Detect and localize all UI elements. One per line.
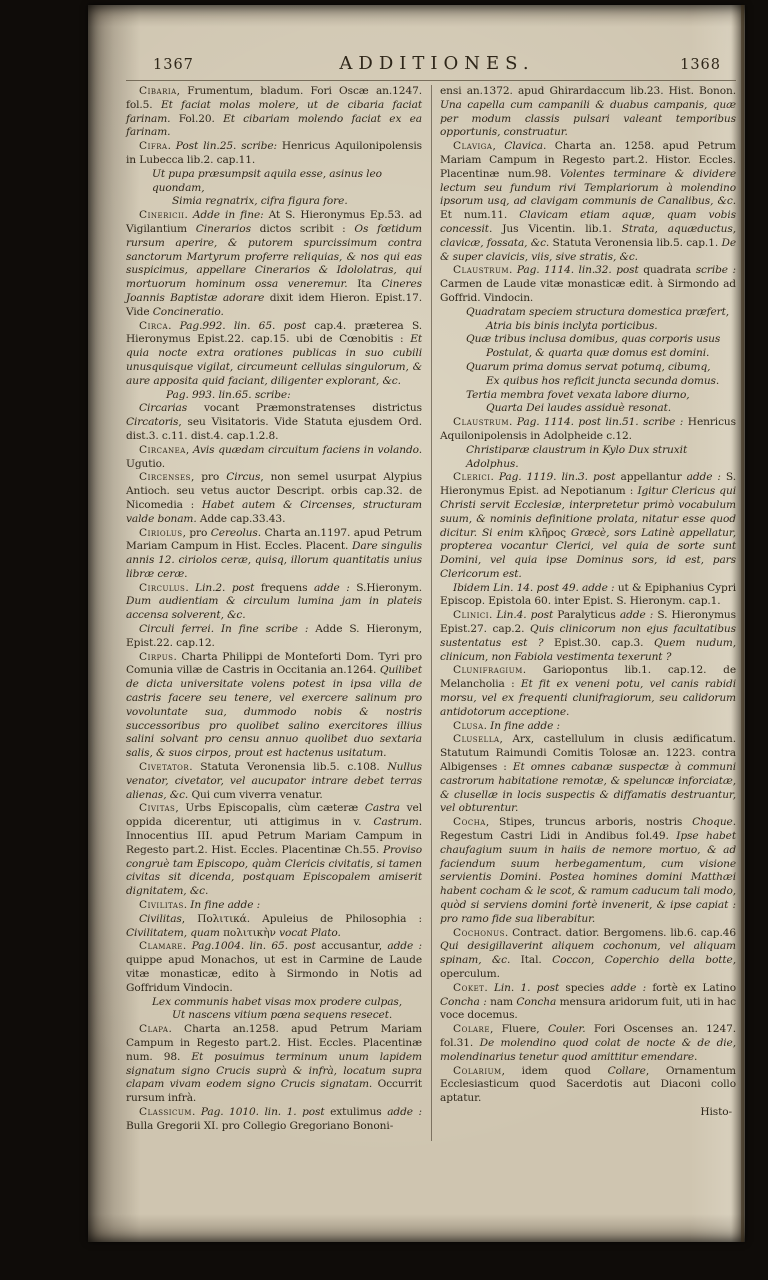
text-segment: vocant Præmonstratenses districtus [187, 402, 422, 415]
text-segment: , [185, 443, 193, 456]
text-segment: Atria bis binis inclyta porticibus. [486, 319, 658, 332]
text-segment: Lex communis habet visas mox prodere culpas, [152, 995, 403, 1008]
entry-paragraph [126, 899, 422, 913]
text-segment: Una capella cum campanili & duabus campanis, quæ per modum classis pulsari valeant temporibus opportunis, construatur. [440, 98, 736, 139]
text-segment: At S. Hieronymus Ep.53. ad Vigilantium [126, 209, 422, 235]
text-segment: . [191, 1105, 201, 1118]
text-segment: Paralyticus [553, 609, 620, 622]
text-segment: , Frumentum, bladum. Fori Oscæ an.1247. fol.5. [126, 85, 422, 111]
text-segment: Dum audientiam & circulum lumina jam in plateis accensa solverent, &c. [126, 595, 422, 622]
text-segment: Quilibet de dicta universitate volens potest in ipsa villa de castris facere seu tenere, vel exercere salinum pro vovoluntate sua, dummodo nobis & nostris successoribus pro quolibet salino exercitores illius salini solvant pro censu annuo quolibet duo sextaria salis, & suos cirpos, prout est hactenus usitatum. [126, 664, 422, 760]
entry-paragraph [440, 720, 736, 734]
text-segment: Volentes terminare & dividere lectum seu fundum rivi Templariorum à molendino ipsorum usq, ad clavigam communis de Canalibus, &c. [440, 167, 736, 208]
entry-headword: Clamare [139, 940, 183, 953]
entry-paragraph [126, 320, 422, 389]
page-title: ADDITIONES. [339, 53, 535, 74]
text-segment: fortè ex Latino [646, 981, 736, 994]
text-segment: Et fit ex veneni potu, vel canis rabidi morsu, vel ex frequenti clunifragiorum, seu calidorum antidotorum acceptione. [440, 678, 736, 718]
text-segment: Circuli ferrei. In fine scribe : [139, 623, 309, 636]
text-segment: dictos scribit : [250, 222, 355, 235]
entry-paragraph [126, 940, 422, 995]
entry-headword: Colare [453, 1023, 490, 1036]
text-segment: Adde in fine: [192, 209, 264, 222]
text-segment: . Charta Philippi de Monteforti Dom. Tyri pro Comunia villæ de Castris in Occitania an.1264. [126, 650, 422, 677]
text-segment: Cinerarios [195, 222, 251, 235]
text-segment: , Stipes, truncus arboris, nostris [485, 816, 693, 829]
entry-headword: Claustrum [453, 264, 510, 277]
text-segment: , Ornamentum Ecclesiasticum quod Sacerdotis aut Diaconi collo aptatur. [440, 1064, 736, 1105]
entry-headword: Circa [139, 319, 169, 332]
text-segment: Quæ tribus inclusa domibus, quas corporis usus [466, 333, 721, 346]
text-segment: . Statuta Veronensia lib.5. c.108. [189, 761, 388, 774]
text-segment: Qui cum viverra venatur. [188, 788, 323, 801]
entry-headword: Cifra [139, 140, 168, 153]
text-segment: Pag. 1010. lin. 1. post [200, 1105, 325, 1118]
text-segment: operculum. [440, 968, 500, 980]
text-segment: Habet autem & Circenses, structuram valde bonam. [126, 498, 422, 525]
text-segment: Castrum. [373, 816, 422, 829]
text-segment: Pag. 993. lin.65. scribe: [166, 388, 291, 401]
text-segment: S. Hieronymus Epist.27. cap.2. [440, 609, 736, 636]
text-segment: Avis quædam circuitum faciens in volando. [192, 443, 422, 456]
text-segment: Regestum Castri Lidi in Andibus fol.49. [440, 830, 677, 843]
entry-headword: Circulus [139, 581, 186, 594]
text-segment: De & super clavicis, viis, sive stratis, &c. [440, 236, 737, 263]
verse-line [440, 320, 736, 334]
text-segment: Innocentius III. apud Petrum Mariam Campum in Regesto part.2. Hist. Eccles. Placentinæ Ch.55. [126, 830, 422, 856]
text-segment: Qui desigillaverint aliquem cochonum, vel aliquam spinam, &c. [440, 940, 736, 967]
entry-paragraph [126, 209, 422, 319]
text-segment: dixit idem Hieron. Epist.17. Vide [126, 291, 422, 318]
entry-paragraph [126, 444, 422, 472]
text-segment: frequens [254, 581, 314, 594]
entry-paragraph [126, 913, 422, 941]
text-segment: . [183, 899, 191, 912]
entry-paragraph [440, 664, 736, 719]
text-segment: Et faciat molas molere, ut de cibaria faciat farinam. [126, 98, 422, 125]
text-columns [126, 85, 736, 1141]
entry-headword: Clapa [139, 1023, 169, 1036]
text-segment: cap.4. præterea S. Hieronymus Epist.22. cap.15. ubi de Cœnobitis : [126, 319, 422, 346]
text-segment: , Fluere, [489, 1023, 548, 1036]
entry-headword: Cibaria [139, 85, 177, 97]
entry-paragraph [440, 1023, 736, 1064]
text-segment: . [182, 940, 192, 953]
text-segment: Ut pupa præsumpsit aquila esse, asinus leo quondam, [152, 167, 382, 194]
entry-headword: Ciriolus [139, 526, 183, 539]
text-segment: Circus [226, 471, 261, 484]
text-segment: quippe apud Monachos, ut est in Carmine de Laude vitæ monasticæ, edito à Sirmondo in Notis ad Goffridum Vindocin. [126, 954, 422, 994]
text-segment: adde : [387, 1105, 422, 1118]
entry-headword: Clusella [453, 733, 500, 746]
text-segment: Concha [516, 995, 557, 1008]
text-segment: . [509, 416, 517, 429]
text-segment: Proviso congruè tam Episcopo, quàm Clericis civitatis, si tamen civitas sit dicenda, postquam Episcopalem amiserit dignitatem, &c. [126, 843, 422, 898]
text-segment: Strata, aquæductus, clavicæ, fossata, &c. [440, 222, 736, 249]
text-segment: ut & Epiphanius Cypri Episcop. Epistola 60. inter Epist. S. Hieronym. cap.1. [440, 581, 736, 608]
verse-line [440, 306, 736, 320]
verse-line [126, 996, 422, 1010]
text-segment: Ita [347, 278, 382, 291]
text-segment: Occurrit rursum infrà. [126, 1078, 422, 1105]
text-segment: Carmen de Laude vitæ monasticæ edit. à Sirmondo ad Goffrid. Vindocin. [440, 278, 736, 304]
entry-paragraph [126, 582, 422, 623]
entry-headword: Classicum [139, 1105, 192, 1118]
verse-line [126, 168, 422, 196]
text-segment: Circarias [139, 402, 188, 415]
verse-line [440, 333, 736, 347]
verse-line [440, 444, 736, 472]
text-segment: Lin.4. post [496, 609, 554, 622]
entry-paragraph [440, 582, 736, 610]
entry-paragraph [126, 85, 422, 140]
entry-headword: Clunifragium [453, 664, 523, 677]
text-segment: . [509, 264, 517, 277]
text-segment: Pag.1004. lin. 65. post [191, 940, 316, 953]
entry-paragraph [440, 264, 736, 305]
column-right [440, 85, 736, 1141]
text-segment: Civilitatem, quam [126, 926, 220, 939]
text-segment: Lin.2. post [195, 581, 255, 594]
text-segment: Bulla Gregorii XI. pro Collegio Gregoriano Bononi- [126, 1119, 394, 1132]
text-segment: adde : [313, 581, 350, 594]
verse-line [440, 347, 736, 361]
entry-paragraph [440, 982, 736, 1023]
text-segment: Pag.992. lin. 65. post [179, 319, 306, 332]
text-segment: , idem quod [501, 1064, 608, 1077]
entry-paragraph [440, 1065, 736, 1106]
text-segment: , Urbs Episcopalis, cùm cæteræ [175, 802, 365, 815]
text-segment: . Gariopontus lib.1. cap.12. de Melancholia : [440, 664, 736, 691]
entry-paragraph [126, 623, 422, 651]
text-segment: species [559, 981, 611, 994]
text-segment: In fine adde : [190, 899, 261, 912]
text-segment: Nullus venator, civetator, vel aucupator intrare debet terras alienas, &c. [126, 761, 422, 801]
entry-paragraph [440, 609, 736, 664]
text-segment: Histo- [700, 1105, 732, 1118]
text-segment: Quarum prima domus servat potumq, cibumq, [466, 360, 711, 373]
text-segment: Charta an. 1258. apud Petrum Mariam Campum in Regesto part.2. Histor. Eccles. Placentinæ num.98. [440, 140, 736, 180]
text-segment: Castra [364, 802, 400, 815]
entry-paragraph [440, 140, 736, 264]
verse-line [440, 361, 736, 375]
right-page-number: 1368 [680, 57, 721, 73]
entry-paragraph [126, 527, 422, 582]
text-segment: . Contract. datior. Bergomens. lib.6. cap.46 [504, 926, 736, 939]
entry-headword: Clusa [453, 719, 484, 732]
text-segment: . [185, 581, 196, 594]
entry-paragraph [126, 651, 422, 761]
text-segment: Et posuimus terminum unum lapidem signatum signo Crucis suprà & infrà, locatum supra clapam vivam eodem signo Crucis signatam. [126, 1050, 422, 1091]
entry-paragraph [440, 733, 736, 816]
text-segment: . [490, 471, 499, 484]
text-segment: Cereolus [210, 526, 258, 539]
text-segment: Quis clinicorum non ejus facultatibus sustentatus est ? [440, 623, 736, 649]
entry-headword: Claviga [453, 140, 493, 153]
text-segment: κλῆρος [523, 526, 571, 539]
text-segment: extulimus [324, 1105, 388, 1118]
text-segment: , [492, 140, 505, 153]
text-segment: , pro [190, 471, 227, 484]
text-segment: ensi an.1372. apud Ghirardaccum lib.23. Hist. Bonon. [440, 85, 736, 97]
text-segment: In fine adde : [490, 719, 561, 732]
verse-line [440, 389, 736, 403]
text-segment: . [168, 319, 180, 332]
catchword [440, 1106, 736, 1120]
text-segment: Cineres Joannis Baptistæ adorare [126, 278, 422, 304]
entry-paragraph [126, 802, 422, 899]
text-segment: mensura aridorum fuit, uti in hac voce docemus. [440, 995, 737, 1022]
text-segment: Quadratam speciem structura domestica præfert, [466, 305, 730, 318]
entry-headword: Clerici [453, 471, 491, 484]
column-left [126, 85, 422, 1141]
text-segment: adde : [387, 940, 422, 953]
entry-paragraph [126, 1023, 422, 1106]
text-segment: Et num.11. [440, 209, 520, 222]
text-segment: . Charta an.1197. apud Petrum Mariam Campum in Hist. Eccles. Placent. [126, 526, 423, 553]
entry-headword: Circenses [139, 471, 191, 484]
text-segment: Simia regnatrix, cifra figura fore. [172, 195, 348, 208]
text-segment: Christiparæ claustrum in Kylo Dux struxit Adolphus. [466, 443, 688, 470]
text-segment: Adde S. Hieronym, Epist.22. cap.12. [126, 623, 423, 649]
text-segment: Pag. 1114. lin.32. post [516, 264, 639, 277]
entry-headword: Coket [453, 981, 485, 994]
text-segment: Et cibariam molendo faciat ex ea farinam. [126, 112, 422, 139]
text-segment: Pag. 1119. lin.3. post [498, 471, 616, 484]
text-segment: Ital. [510, 954, 553, 967]
text-segment: Henricus Aquilonipolensis in Lubecca lib.2. cap.11. [126, 140, 422, 166]
text-segment: scribe : [695, 264, 736, 277]
entry-headword: Cirpus [139, 650, 174, 663]
entry-paragraph [440, 816, 736, 926]
entry-headword: Colarium [453, 1064, 502, 1077]
text-segment: Postulat, & quarta quæ domus est domini. [486, 347, 710, 360]
text-segment: Tertia membra fovet vexata labore diurno, [466, 388, 690, 401]
text-segment: Fori Oscenses an. 1247. fol.31. [440, 1023, 736, 1049]
text-segment: , pro [182, 526, 211, 539]
header-rule [126, 80, 736, 81]
text-segment: Ipse habet chaufagium suum in haiis de nemore mortuo, & ad faciendum suum herbegamentum, cum visione servientis Domini. Postea homines domini Matthæi habent cocham & le scot, & ramum caducum tali modo, quòd si serviens domini fortè invenerit, & ipse capiat : pro ramo fide sua liberabitur. [440, 830, 736, 925]
entry-paragraph [126, 471, 422, 526]
text-segment: Et quia nocte extra orationes publicas in suo cubili unusquisque vigilat, circumeunt cellulas singulorum, & aure apposita quid faciant, diligenter explorant, &c. [126, 333, 422, 387]
text-segment: adde : [619, 609, 654, 622]
text-segment: accusantur, [315, 940, 388, 953]
page [88, 5, 745, 1242]
entry-paragraph [126, 140, 422, 168]
verse-line [126, 1009, 422, 1023]
text-segment: Fol.20. [170, 112, 224, 125]
text-segment: πολιτικὴν [219, 926, 280, 939]
text-segment: . [483, 719, 491, 732]
column-divider [431, 85, 432, 1141]
entry-headword: Claustrum [453, 416, 510, 429]
text-segment: nam [486, 995, 517, 1008]
text-segment: Choque. [692, 816, 736, 829]
text-segment: Coccon, Coperchio della botte, [552, 954, 736, 967]
text-segment: . [167, 140, 176, 153]
text-segment: . [484, 981, 494, 994]
text-segment: Igitur Clericus qui Christi servit Ecclesiæ, interpretetur primò vocabulum suum, & nominis definitione prolata, nitatur esse quod dicitur. Si enim [440, 485, 736, 539]
text-segment: appellantur [615, 471, 687, 484]
entry-headword: Cochonus [453, 926, 505, 939]
text-segment: Clavicam etiam aquæ, quam vobis concessit. [440, 209, 736, 235]
text-segment: De molendino quod colat de nocte & de die, molendinarius tenetur quod amittitur emendare. [440, 1036, 736, 1063]
text-segment: Adde cap.33.43. [196, 512, 286, 525]
verse-line [440, 402, 736, 416]
left-page-number: 1367 [153, 57, 194, 73]
entry-headword: Circanea [139, 443, 186, 456]
entry-paragraph [126, 761, 422, 802]
text-segment: Dare singulis annis 12. ciriolos ceræ, quisq, illorum quantitatis unius libræ ceræ. [126, 540, 422, 580]
text-segment: Statuta Veronensia lib.5. cap.1. [549, 236, 722, 249]
verse-line [440, 375, 736, 389]
text-segment: Collare [607, 1064, 646, 1077]
text-segment: Ut nascens vitium pœna sequens resecet. [172, 1009, 393, 1022]
entry-paragraph [126, 402, 422, 443]
text-segment: Civilitas [139, 912, 182, 925]
text-segment: Concha : [440, 995, 487, 1008]
text-segment: Clavica. [504, 140, 547, 153]
text-segment: S. Hieronymus Epist. ad Nepotianum : [440, 471, 736, 498]
text-segment: . [184, 209, 193, 222]
text-segment: quadrata [638, 264, 696, 277]
entry-headword: Civitas [139, 802, 176, 815]
text-segment: Et omnes cabanæ suspectæ à communi castrorum habitatione remotæ, & speluncæ inforciatæ, & clusellæ in locis suspectis & diffamatis destruantur, vel obturentur. [440, 761, 737, 815]
entry-paragraph [440, 85, 736, 140]
text-segment: Jus Vicentin. lib.1. [492, 222, 622, 235]
text-segment: Couler. [547, 1023, 586, 1036]
text-segment: . Charta an.1258. apud Petrum Mariam Campum in Regesto part.2. Hist. Eccles. Placentinæ num. 98. [126, 1023, 422, 1063]
text-segment: Henricus Aquilonipolensis in Adolpheide c.12. [440, 416, 736, 442]
text-segment: Ugutio. [126, 457, 166, 470]
entry-headword: Civetator [139, 761, 190, 774]
text-segment: Circatoris [126, 416, 179, 429]
text-segment: , Πολιτικά. Apuleius de Philosophia : [181, 912, 422, 925]
text-segment: Quarta Dei laudes assiduè resonat. [486, 402, 672, 415]
text-segment: S.Hieronym. [349, 581, 422, 594]
entry-headword: Cinericii [139, 209, 185, 222]
text-segment: Quem nudum, clinicum, non Fabiola vestimenta texerunt ? [440, 636, 736, 663]
text-segment: adde : [610, 981, 647, 994]
text-segment: Pag. 1114. post lin.51. scribe : [516, 416, 684, 429]
text-segment: Ex quibus hos reficit juncta secunda domus. [486, 374, 720, 387]
entry-headword: Cocha [453, 816, 486, 829]
verse-line [126, 195, 422, 209]
text-segment: vocat Plato. [279, 926, 341, 939]
entry-paragraph [440, 471, 736, 581]
text-segment: Post lin.25. scribe: [175, 140, 277, 153]
text-segment: , Arx, castellulum in clusis ædificatum. Statutum Raimundi Comitis Tolosæ an. 1223. contra Albigenses : [440, 733, 736, 774]
entry-headword: Clinici [453, 609, 490, 622]
text-segment: adde : [686, 471, 721, 484]
text-segment: , non semel usurpat Alypius Antioch. seu vetus auctor Descript. orbis cap.32. de Nicomedia : [126, 471, 422, 511]
entry-paragraph [126, 1106, 422, 1134]
text-segment: Ibidem Lin. 14. post 49. adde : [453, 581, 615, 594]
text-segment: Græcè, sors Latinè appellatur, propterea vocantur Clerici, vel quia de sorte sunt Domini, vel quia ipse Dominus sors, id est, pars Clericorum est. [440, 526, 736, 580]
entry-paragraph [440, 416, 736, 444]
entry-headword: Civilitas [139, 899, 184, 912]
text-segment: vel oppida dicerentur, uti attigimus in v. [126, 802, 422, 829]
text-segment: Os fœtidum rursum aperire, & putorem spurcissimum contra sanctorum Martyrum proferre reliquias, & nos qui eas suspicimus, appellare Cinerarios & Idololatras, qui mortuorum hominum ossa veneremur. [126, 222, 423, 291]
page-header [126, 53, 727, 74]
text-segment: , seu Visitatoris. Vide Statuta ejusdem Ord. dist.3. c.11. dist.4. cap.1.2.8. [126, 416, 422, 442]
text-segment: . [489, 609, 497, 622]
entry-paragraph [440, 927, 736, 982]
text-segment: Concineratio. [152, 305, 224, 318]
text-segment: Lin. 1. post [493, 981, 560, 994]
entry-paragraph [126, 389, 422, 403]
text-segment: Epist.30. cap.3. [543, 636, 654, 649]
